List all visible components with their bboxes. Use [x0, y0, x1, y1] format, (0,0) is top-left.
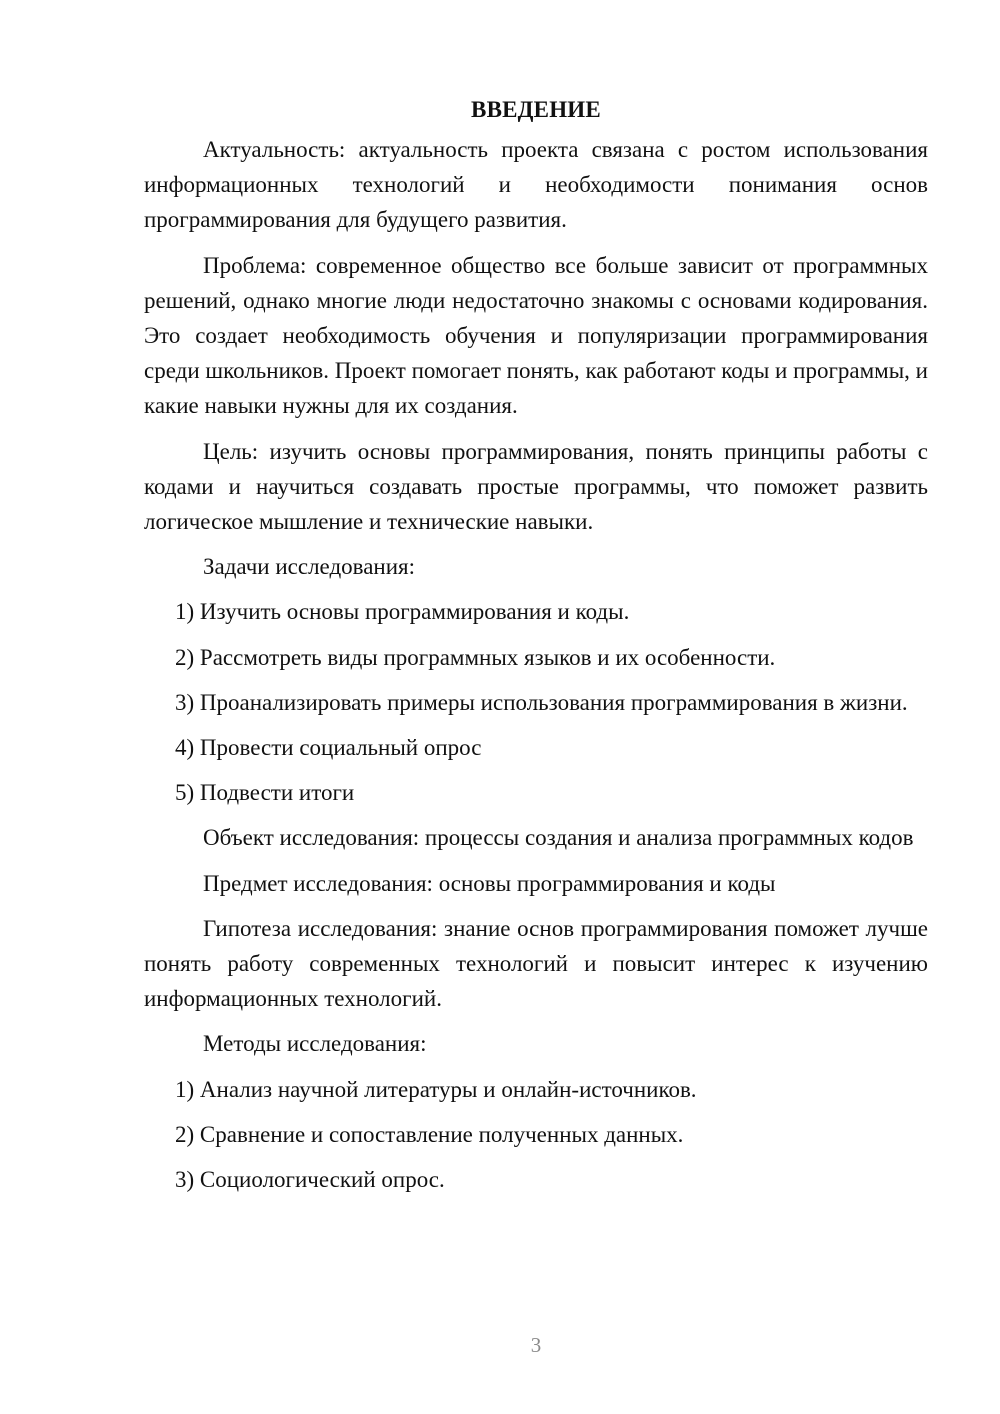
problem-paragraph: Проблема: современное общество все больше зависит от программных решений, однако многие люди недостаточно знакомы с основами кодирования. Это создает необходимость обучения и популяризации программирования среди школьников. Проект помогает понять, как работают коды и программы, и какие навыки нужны для их создания. [144, 252, 928, 419]
task-item-2: 2) Рассмотреть виды программных языков и их особенности. [175, 644, 776, 670]
method-item-1: 1) Анализ научной литературы и онлайн-источников. [175, 1076, 697, 1102]
task-item-3: 3) Проанализировать примеры использования программирования в жизни. [175, 689, 908, 715]
method-item-2: 2) Сравнение и сопоставление полученных данных. [175, 1121, 684, 1147]
object-paragraph: Объект исследования: процессы создания и анализа программных кодов [203, 825, 914, 851]
task-item-1: 1) Изучить основы программирования и коды. [175, 599, 630, 625]
task-item-4: 4) Провести социальный опрос [175, 735, 482, 761]
page-title: ВВЕДЕНИЕ [471, 97, 601, 122]
hypothesis-paragraph: Гипотеза исследования: знание основ программирования поможет лучше понять работу современных технологий и повысит интерес к изучению информационных технологий. [144, 915, 928, 1012]
page-number: 3 [530, 1333, 542, 1357]
methods-heading: Методы исследования: [203, 1031, 427, 1057]
page-content [144, 92, 928, 1207]
goal-paragraph: Цель: изучить основы программирования, понять принципы работы с кодами и научиться создавать простые программы, что поможет развить логическое мышление и технические навыки. [144, 438, 928, 535]
subject-paragraph: Предмет исследования: основы программирования и коды [203, 870, 776, 896]
relevance-paragraph: Актуальность: актуальность проекта связана с ростом использования информационных технологий и необходимости понимания основ программирования для будущего развития. [144, 137, 928, 233]
task-item-5: 5) Подвести итоги [175, 780, 355, 806]
method-item-3: 3) Социологический опрос. [175, 1167, 445, 1193]
tasks-heading: Задачи исследования: [203, 554, 416, 580]
